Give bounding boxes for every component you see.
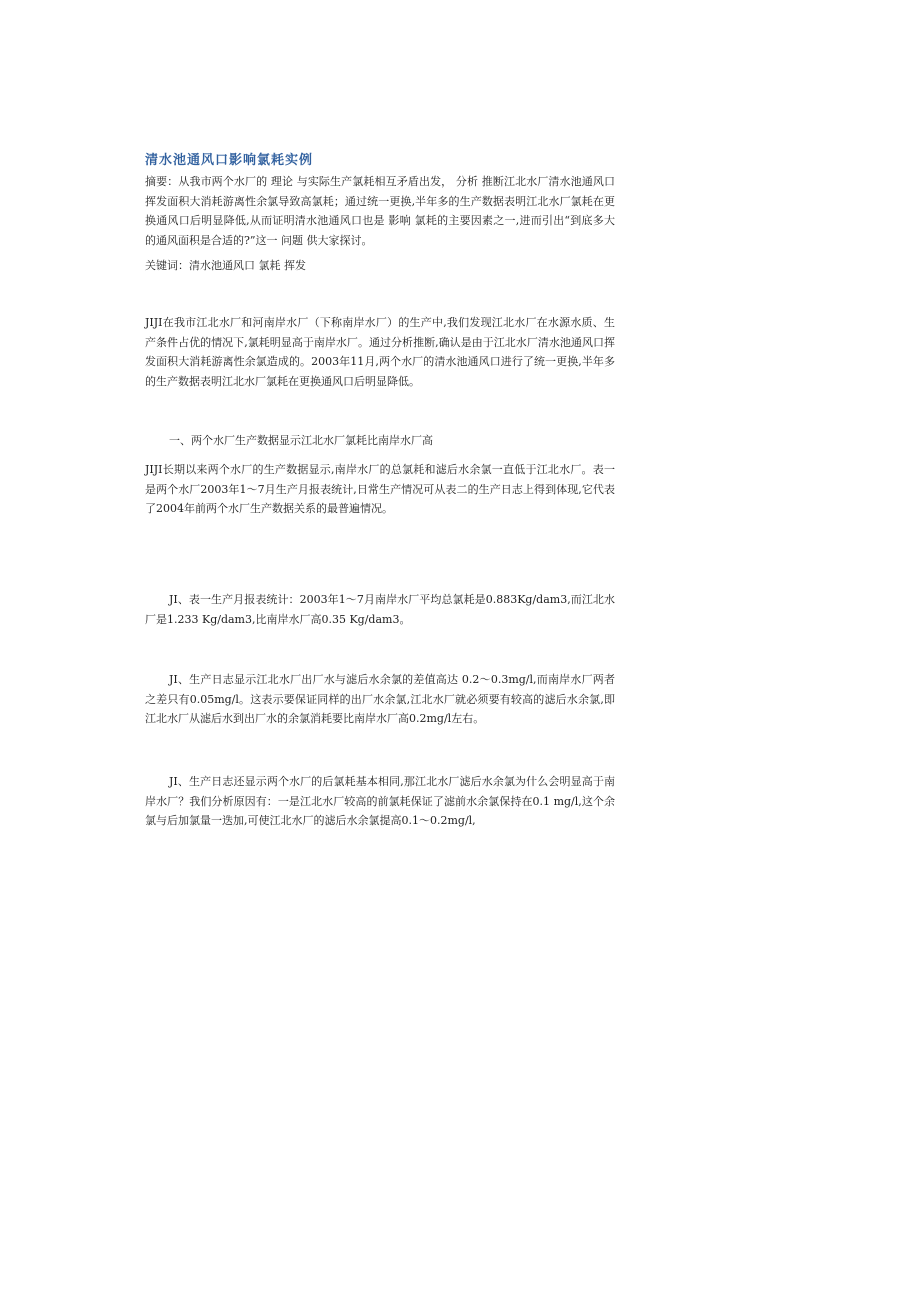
document-title: 清水池通风口影响氯耗实例 xyxy=(145,153,314,168)
keywords-line: 关键词：清水池通风口 氯耗 挥发 xyxy=(145,259,306,272)
section1-paragraph: JIJI长期以来两个水厂的生产数据显示,南岸水厂的总氯耗和滤后水余氯一直低于江北水厂。表一是两个水厂2003年1～7月生产月报表统计,日常生产情况可从表二的生产日志上得到体现,它代表了2004年前两个水厂生产数据关系的最普遍情况。 xyxy=(145,463,615,515)
log2-paragraph: JI、生产日志还显示两个水厂的后氯耗基本相同,那江北水厂滤后水余氯为什么会明显高于南岸水厂？我们分析原因有：一是江北水厂较高的前氯耗保证了滤前水余氯保持在0.1 mg/l,这个余氯与后加氯量一迭加,可使江北水厂的滤后水余氯提高0.1～0.2mg/l, xyxy=(145,775,615,827)
section-heading-1: 一、两个水厂生产数据显示江北水厂氯耗比南岸水厂高 xyxy=(169,434,433,447)
intro-paragraph: JIJI在我市江北水厂和河南岸水厂（下称南岸水厂）的生产中,我们发现江北水厂在水源水质、生产条件占优的情况下,氯耗明显高于南岸水厂。通过分析推断,确认是由于江北水厂清水池通风口挥发面积大消耗游离性余氯造成的。2003年11月,两个水厂的清水池通风口进行了统一更换,半年多的生产数据表明江北水厂氯耗在更换通风口后明显降低。 xyxy=(145,316,615,388)
abstract-paragraph: 摘要：从我市两个水厂的 理论 与实际生产氯耗相互矛盾出发， 分析 推断江北水厂清水池通风口挥发面积大消耗游离性余氯导致高氯耗；通过统一更换,半年多的生产数据表明江北水厂氯耗在更换通风口后明显降低,从而证明清水池通风口也是 影响 氯耗的主要因素之一,进而引出“到底多大的通风面积是合适的?”这一 问题 供大家探讨。 xyxy=(145,175,615,247)
table1-paragraph: JI、表一生产月报表统计：2003年1～7月南岸水厂平均总氯耗是0.883Kg/dam3,而江北水厂是1.233 Kg/dam3,比南岸水厂高0.35 Kg/dam3。 xyxy=(145,593,615,626)
log1-paragraph: JI、生产日志显示江北水厂出厂水与滤后水余氯的差值高达 0.2～0.3mg/l,而南岸水厂两者之差只有0.05mg/l。这表示要保证同样的出厂水余氯,江北水厂就必须要有较高的滤后水余氯,即江北水厂从滤后水到出厂水的余氯消耗要比南岸水厂高0.2mg/l左右。 xyxy=(145,673,615,725)
